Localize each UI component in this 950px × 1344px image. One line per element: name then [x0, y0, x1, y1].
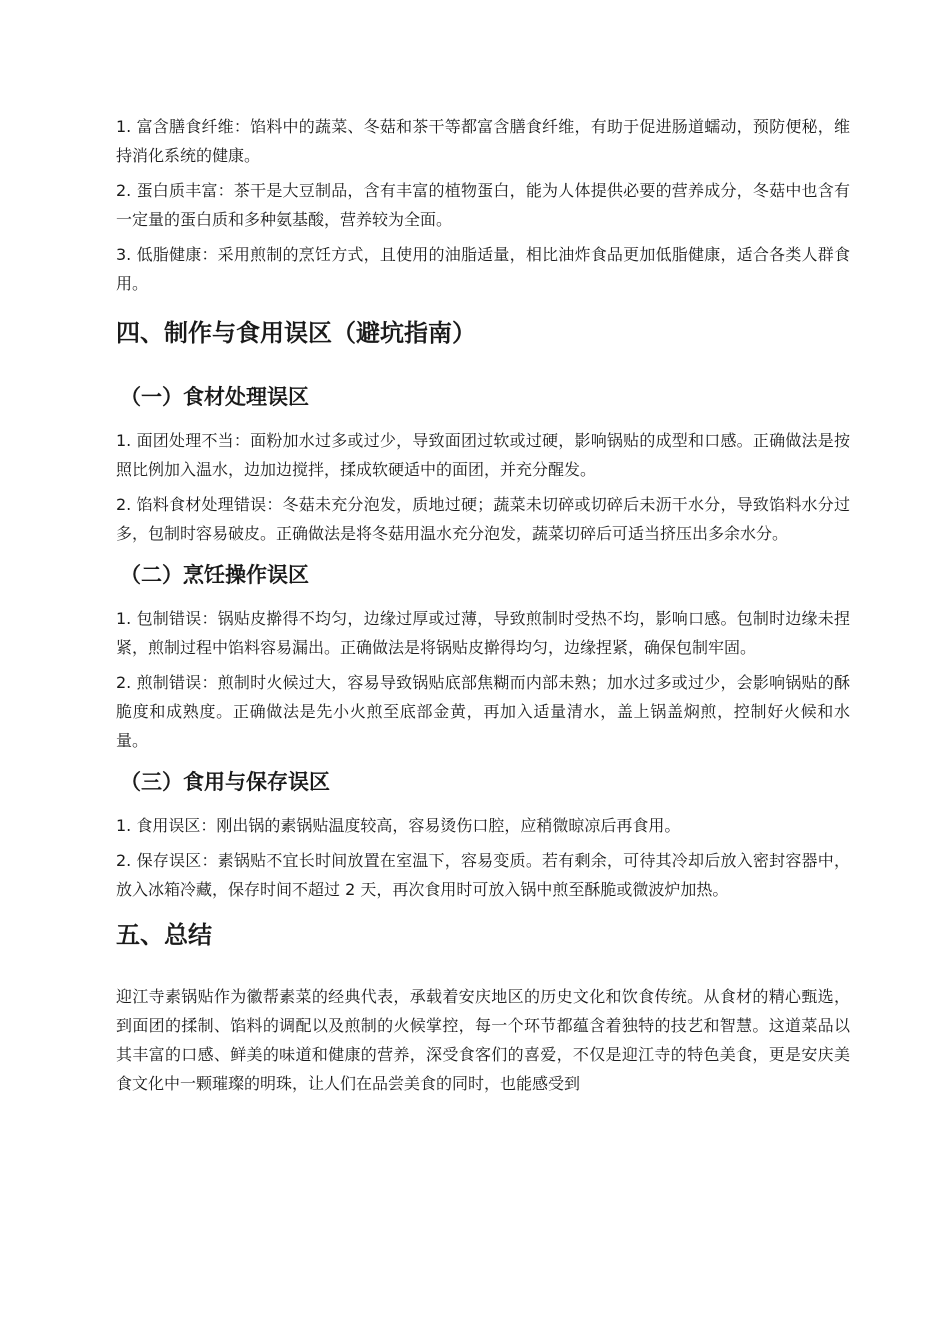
- nutrition-item-fiber: 1. 富含膳食纤维：馅料中的蔬菜、冬菇和茶干等都富含膳食纤维，有助于促进肠道蠕动，预防便秘，维持消化系统的健康。: [116, 117, 850, 165]
- section4-heading: 四、制作与食用误区（避坑指南）: [116, 319, 476, 347]
- sub2-item-wrapping: 1. 包制错误：锅贴皮擀得不均匀，边缘过厚或过薄，导致煎制时受热不均，影响口感。包制时边缘未捏紧，煎制过程中馅料容易漏出。正确做法是将锅贴皮擀得均匀，边缘捏紧，确保包制牢固。: [116, 609, 850, 657]
- section4-sub2-heading: （二）烹饪操作误区: [120, 563, 309, 587]
- section4-sub3-heading: （三）食用与保存误区: [120, 770, 330, 794]
- sub1-item-dough: 1. 面团处理不当：面粉加水过多或过少，导致面团过软或过硬，影响锅贴的成型和口感。正确做法是按照比例加入温水，边加边搅拌，揉成软硬适中的面团，并充分醒发。: [116, 431, 850, 479]
- sub3-item-storage: 2. 保存误区：素锅贴不宜长时间放置在室温下，容易变质。若有剩余，可待其冷却后放入密封容器中，放入冰箱冷藏，保存时间不超过 2 天，再次食用时可放入锅中煎至酥脆或微波炉加热。: [116, 851, 850, 899]
- sub3-item-eating: 1. 食用误区：刚出锅的素锅贴温度较高，容易烫伤口腔，应稍微晾凉后再食用。: [116, 816, 681, 835]
- sub2-item-frying: 2. 煎制错误：煎制时火候过大，容易导致锅贴底部焦糊而内部未熟；加水过多或过少，会影响锅贴的酥脆度和成熟度。正确做法是先小火煎至底部金黄，再加入适量清水，盖上锅盖焖煎，控制好火候和水量。: [116, 673, 850, 750]
- summary-paragraph: 迎江寺素锅贴作为徽帮素菜的经典代表，承载着安庆地区的历史文化和饮食传统。从食材的精心甄选，到面团的揉制、馅料的调配以及煎制的火候掌控，每一个环节都蕴含着独特的技艺和智慧。这道菜品以其丰富的口感、鲜美的味道和健康的营养，深受食客们的喜爱，不仅是迎江寺的特色美食，更是安庆美食文化中一颗璀璨的明珠，让人们在品尝美食的同时，也能感受到: [116, 987, 850, 1093]
- section5-heading: 五、总结: [116, 921, 212, 949]
- section4-sub1-heading: （一）食材处理误区: [120, 385, 309, 409]
- nutrition-item-protein: 2. 蛋白质丰富：茶干是大豆制品，含有丰富的植物蛋白，能为人体提供必要的营养成分，冬菇中也含有一定量的蛋白质和多种氨基酸，营养较为全面。: [116, 181, 850, 229]
- sub1-item-filling: 2. 馅料食材处理错误：冬菇未充分泡发，质地过硬；蔬菜未切碎或切碎后未沥干水分，导致馅料水分过多，包制时容易破皮。正确做法是将冬菇用温水充分泡发，蔬菜切碎后可适当挤压出多余水分。: [116, 495, 850, 543]
- document-page: [116, 112, 850, 1104]
- nutrition-item-lowfat: 3. 低脂健康：采用煎制的烹饪方式，且使用的油脂适量，相比油炸食品更加低脂健康，适合各类人群食用。: [116, 245, 850, 293]
